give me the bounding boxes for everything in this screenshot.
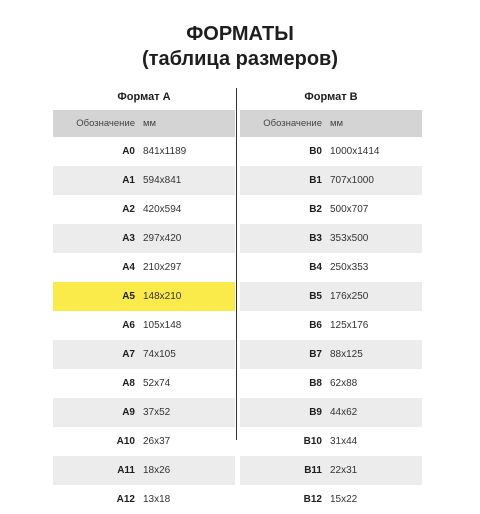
table-row	[240, 427, 422, 456]
format-size: 105x148	[143, 320, 182, 331]
format-name: B2	[309, 204, 322, 215]
format-name: A8	[122, 378, 135, 389]
format-a-table	[53, 86, 235, 514]
format-name: A7	[122, 349, 135, 360]
table-row	[240, 485, 422, 514]
format-b-rows	[240, 137, 422, 514]
format-name: B1	[309, 175, 322, 186]
table-row	[240, 282, 422, 311]
format-name: B4	[309, 262, 322, 273]
format-name: B9	[309, 407, 322, 418]
table-row	[240, 253, 422, 282]
format-name: A5	[122, 291, 135, 302]
format-a-title: Формат А	[117, 91, 171, 103]
table-row	[240, 224, 422, 253]
format-name: A12	[116, 494, 135, 505]
table-row	[240, 369, 422, 398]
page-title: ФОРМАТЫ	[186, 23, 294, 45]
table-row	[240, 137, 422, 166]
table-row	[240, 166, 422, 195]
format-size: 125x176	[330, 320, 369, 331]
table-row	[240, 195, 422, 224]
format-name: A3	[122, 233, 135, 244]
format-size: 88x125	[330, 349, 363, 360]
format-size: 62x88	[330, 378, 358, 389]
table-row	[53, 253, 235, 282]
table-row	[53, 340, 235, 369]
format-size: 297x420	[143, 233, 182, 244]
format-size: 74x105	[143, 349, 176, 360]
format-name: B6	[309, 320, 322, 331]
table-row	[53, 137, 235, 166]
format-size: 707x1000	[330, 175, 374, 186]
format-size: 52x74	[143, 378, 171, 389]
format-b-header-row	[240, 110, 422, 137]
table-row	[53, 369, 235, 398]
format-size: 18x26	[143, 465, 171, 476]
format-name: B11	[304, 465, 322, 476]
format-size: 353x500	[330, 233, 369, 244]
format-name: A4	[122, 262, 135, 273]
format-size: 26x37	[143, 436, 171, 447]
format-size: 148x210	[143, 291, 182, 302]
format-a-header-row	[53, 110, 235, 137]
page-subtitle: (таблица размеров)	[142, 48, 338, 70]
table-row	[240, 340, 422, 369]
format-name: A9	[122, 407, 135, 418]
format-b-title: Формат В	[304, 91, 358, 103]
format-size: 37x52	[143, 407, 171, 418]
format-name: B0	[309, 146, 322, 157]
table-row	[53, 456, 235, 485]
format-size: 13x18	[143, 494, 171, 505]
table-row	[53, 166, 235, 195]
format-size: 1000x1414	[330, 146, 380, 157]
format-size: 250x353	[330, 262, 369, 273]
format-size: 594x841	[143, 175, 182, 186]
table-row	[53, 427, 235, 456]
format-size: 22x31	[330, 465, 358, 476]
table-row	[240, 311, 422, 340]
table-row-highlighted	[53, 282, 235, 311]
table-row	[240, 456, 422, 485]
format-size: 44x62	[330, 407, 358, 418]
table-row	[53, 398, 235, 427]
format-name: A11	[117, 465, 135, 476]
format-b-col-designation: Обозначение	[263, 118, 322, 129]
format-a-col-designation: Обозначение	[76, 118, 135, 129]
format-name: A6	[122, 320, 135, 331]
format-b-table	[240, 86, 422, 514]
format-name: A0	[122, 146, 135, 157]
format-size: 176x250	[330, 291, 369, 302]
format-size: 31x44	[330, 436, 358, 447]
table-row	[53, 311, 235, 340]
table-row	[53, 485, 235, 514]
format-name: B7	[309, 349, 322, 360]
column-divider	[236, 88, 237, 440]
format-name: B5	[309, 291, 322, 302]
format-a-rows	[53, 137, 235, 514]
format-size: 15x22	[330, 494, 358, 505]
format-name: A2	[122, 204, 135, 215]
format-name: B3	[309, 233, 322, 244]
table-row	[53, 195, 235, 224]
format-b-col-mm: мм	[330, 118, 344, 129]
table-row	[53, 224, 235, 253]
format-size: 210x297	[143, 262, 182, 273]
format-size: 420x594	[143, 204, 182, 215]
format-size: 841x1189	[143, 146, 187, 157]
format-name: B10	[303, 436, 322, 447]
format-name: A1	[122, 175, 135, 186]
format-name: B8	[309, 378, 322, 389]
format-name: A10	[116, 436, 135, 447]
table-row	[240, 398, 422, 427]
format-size: 500x707	[330, 204, 369, 215]
format-name: B12	[303, 494, 322, 505]
format-a-col-mm: мм	[143, 118, 157, 129]
